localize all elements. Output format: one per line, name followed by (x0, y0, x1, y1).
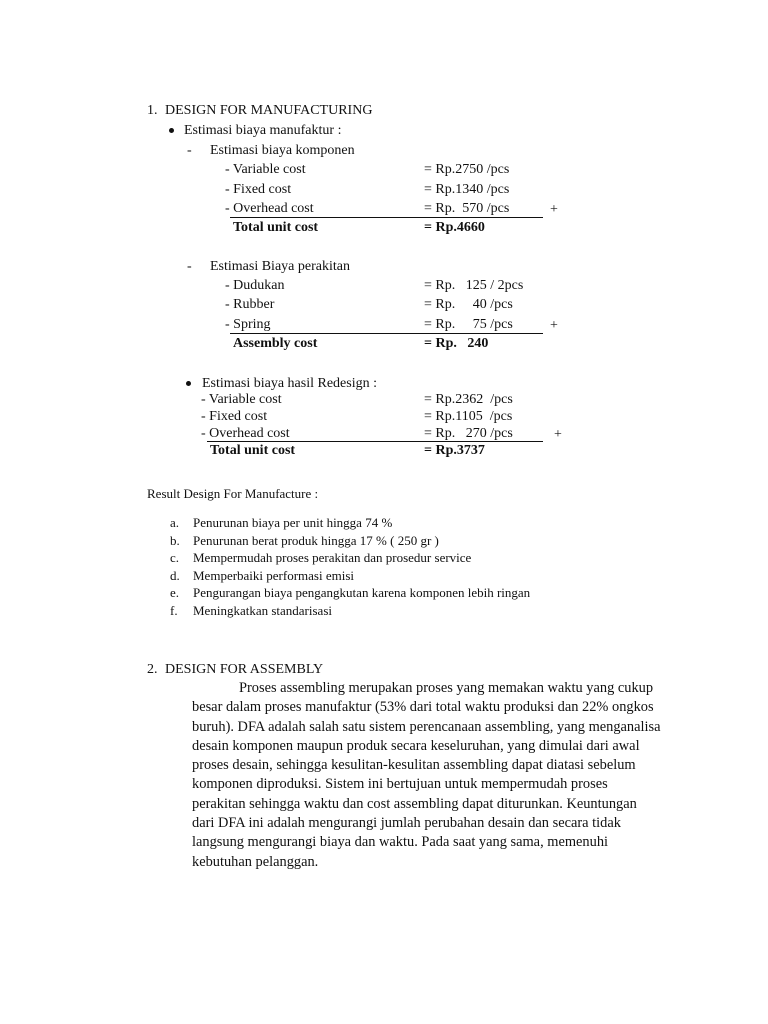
component-row-label: - Fixed cost (225, 182, 292, 197)
dash-marker: - (187, 259, 192, 274)
bullet-icon (186, 381, 191, 386)
result-marker: a. (170, 515, 180, 530)
component-row-label: - Overhead cost (225, 201, 314, 216)
redesign-estimate-label: Estimasi biaya hasil Redesign : (202, 376, 377, 391)
plus-sign: + (554, 427, 562, 442)
component-row-value: = Rp.1340 /pcs (424, 182, 510, 197)
redesign-row-label: - Variable cost (201, 392, 282, 407)
total-unit-cost-label: Total unit cost (233, 220, 319, 235)
sum-rule (230, 333, 543, 334)
result-item: Pengurangan biaya pengangkutan karena komponen lebih ringan (193, 585, 531, 600)
section2-heading: DESIGN FOR ASSEMBLY (165, 662, 324, 677)
section2-paragraph (192, 679, 662, 872)
assembly-row-value: = Rp. 125 / 2pcs (424, 278, 524, 293)
section2-paragraph-text: Proses assembling merupakan proses yang memakan waktu yang cukup besar dalam proses manufaktur (53% dari total waktu produksi dan 22% ongkos buruh). DFA adalah salah satu sistem perencanaan assembling, yang menganalisa desain komponen maupun produk secara keseluruhan, yang dimulai dari awal proses desain, sehingga kesulitan-kesulitan assembling dapat diatasi sebelum komponen diproduksi. Sistem ini bertujuan untuk mempermudah proses perakitan sehingga waktu dan cost assembling dapat diturunkan. Keuntungan dari DFA ini adalah mengurangi jumlah perubahan desain dan secara tidak langsung mengurangi biaya dan waktu. Pada saat yang sama, memenuhi kebutuhan pelanggan. (192, 680, 661, 870)
component-estimate-label: Estimasi biaya komponen (210, 143, 355, 158)
bullet-icon (169, 128, 174, 133)
result-item: Mempermudah proses perakitan dan prosedur service (193, 550, 472, 565)
result-marker: d. (170, 568, 180, 583)
assembly-row-value: = Rp. 40 /pcs (424, 297, 513, 312)
assembly-cost-label: Assembly cost (233, 336, 318, 351)
result-marker: f. (170, 603, 178, 618)
redesign-row-value: = Rp.2362 /pcs (424, 392, 513, 407)
redesign-row-value: = Rp.1105 /pcs (424, 409, 513, 424)
assembly-cost-value: = Rp. 240 (424, 336, 489, 351)
assembly-estimate-label: Estimasi Biaya perakitan (210, 259, 350, 274)
assembly-row-label: - Spring (225, 317, 271, 332)
total-unit-cost-value: = Rp.4660 (424, 220, 485, 235)
result-item: Meningkatkan standarisasi (193, 603, 332, 618)
section1-number: 1. (147, 103, 158, 118)
redesign-row-label: - Fixed cost (201, 409, 268, 424)
assembly-row-value: = Rp. 75 /pcs (424, 317, 513, 332)
result-heading: Result Design For Manufacture : (147, 486, 319, 501)
plus-sign: + (550, 202, 558, 217)
result-item: Penurunan biaya per unit hingga 74 % (193, 515, 393, 530)
component-row-value: = Rp.2750 /pcs (424, 162, 510, 177)
result-marker: c. (170, 550, 180, 565)
result-marker: b. (170, 533, 180, 548)
assembly-row-label: - Rubber (225, 297, 275, 312)
component-row-label: - Variable cost (225, 162, 306, 177)
dash-marker: - (187, 143, 192, 158)
result-item: Memperbaiki performasi emisi (193, 568, 355, 583)
sum-rule (230, 217, 543, 218)
result-item: Penurunan berat produk hingga 17 % ( 250 gr ) (193, 533, 439, 548)
section1-heading: DESIGN FOR MANUFACTURING (165, 103, 373, 118)
redesign-row-label: - Overhead cost (201, 426, 290, 441)
result-marker: e. (170, 585, 180, 600)
redesign-total-label: Total unit cost (210, 443, 296, 458)
plus-sign: + (550, 318, 558, 333)
redesign-row-value: = Rp. 270 /pcs (424, 426, 513, 441)
manufacturing-estimate-label: Estimasi biaya manufaktur : (184, 123, 342, 138)
section2-number: 2. (147, 662, 158, 677)
component-row-value: = Rp. 570 /pcs (424, 201, 510, 216)
redesign-total-value: = Rp.3737 (424, 443, 485, 458)
assembly-row-label: - Dudukan (225, 278, 285, 293)
